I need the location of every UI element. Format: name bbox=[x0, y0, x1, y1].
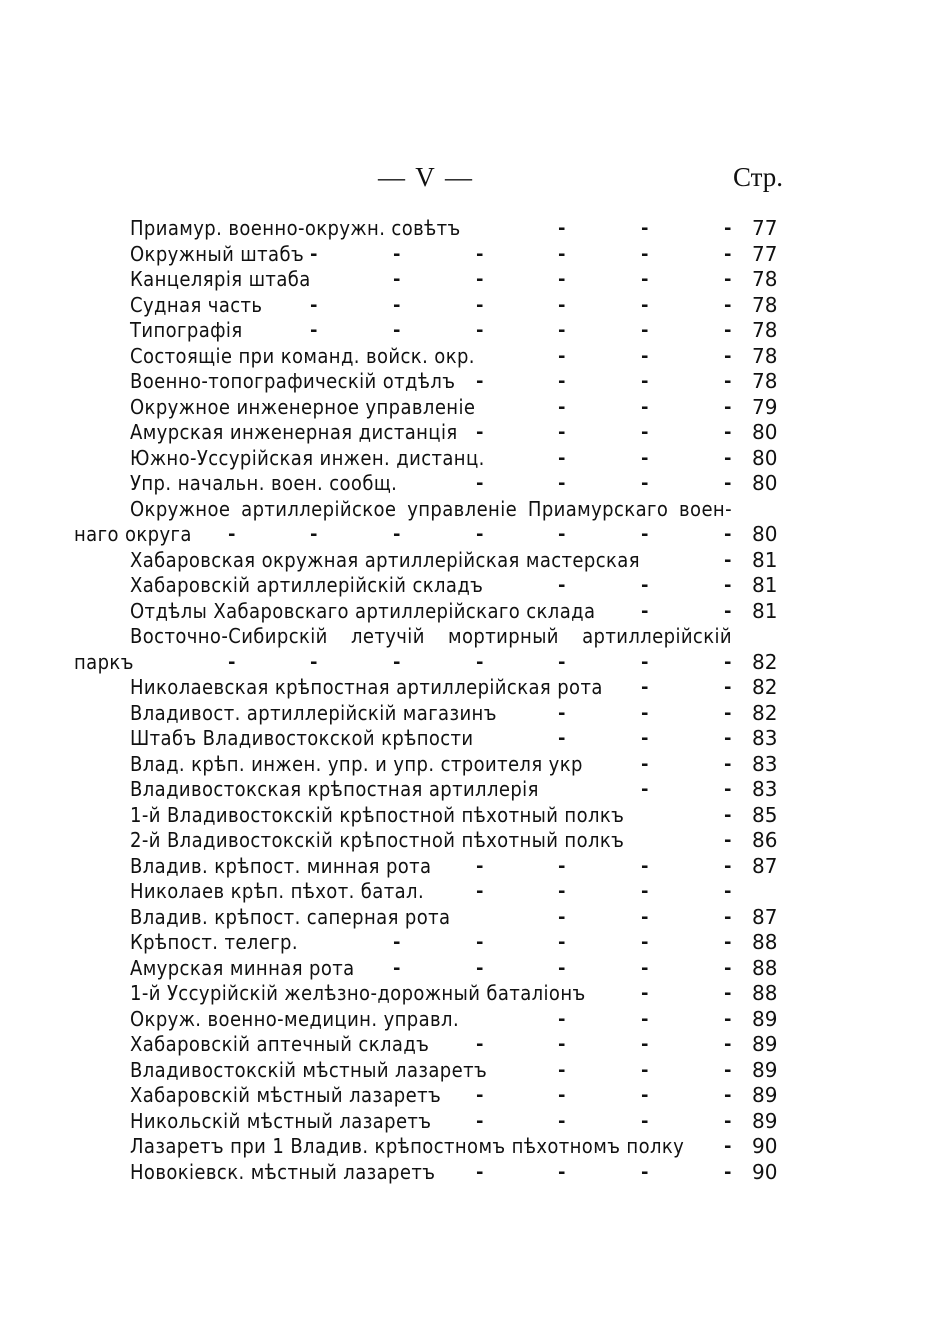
toc-entry-title: Окружное инженерное управленіе bbox=[130, 394, 476, 419]
leader-dash: - bbox=[393, 294, 401, 316]
toc-entry-title: Упр. начальн. воен. сообщ. bbox=[130, 471, 398, 495]
toc-entry-title: Судная часть bbox=[130, 292, 263, 317]
leader-dash: - bbox=[641, 906, 649, 928]
leader-dash: - bbox=[476, 371, 484, 392]
leader-dash: - bbox=[558, 881, 566, 902]
toc-entry-page: 89 bbox=[752, 1083, 778, 1107]
toc-entry-page: 83 bbox=[752, 726, 778, 750]
toc-entry-title: Окружный штабъ bbox=[130, 241, 305, 266]
leader-dash: - bbox=[724, 218, 732, 239]
leader-dash: - bbox=[641, 957, 649, 979]
leader-dash: - bbox=[641, 243, 649, 265]
leader-dash: - bbox=[558, 396, 566, 418]
toc-entry bbox=[0, 497, 936, 523]
leader-dash: - bbox=[641, 728, 649, 749]
toc-entry-page: 78 bbox=[752, 343, 778, 368]
leader-dash: - bbox=[641, 422, 649, 443]
toc-entry bbox=[0, 905, 936, 931]
leader-dash: - bbox=[641, 855, 649, 877]
leader-dash: - bbox=[724, 1110, 732, 1132]
toc-entry bbox=[0, 471, 936, 497]
leader-dash: - bbox=[310, 651, 318, 673]
leader-dash: - bbox=[476, 881, 484, 902]
leader-dash: - bbox=[724, 983, 732, 1004]
leader-dash: - bbox=[641, 932, 649, 953]
leader-dash: - bbox=[724, 830, 732, 851]
leader-dash: - bbox=[558, 1110, 566, 1132]
table-of-contents bbox=[0, 216, 936, 1185]
toc-entry bbox=[0, 267, 936, 293]
toc-entry-title: Влад. крѣп. инжен. упр. и упр. строителя укр bbox=[130, 751, 583, 776]
toc-entry-page: 80 bbox=[752, 420, 778, 444]
leader-dash: - bbox=[558, 422, 566, 443]
toc-entry bbox=[0, 420, 936, 446]
leader-dash: - bbox=[558, 575, 566, 596]
leader-dash: - bbox=[476, 932, 484, 953]
leader-dash: - bbox=[641, 473, 649, 494]
toc-entry-title: Окруж. военно-медицин. управл. bbox=[130, 1006, 460, 1031]
leader-dash: - bbox=[476, 1110, 484, 1132]
toc-entry-page: 80 bbox=[752, 445, 778, 470]
leader-dash: - bbox=[724, 881, 732, 902]
toc-entry-title: Типографія bbox=[130, 318, 243, 342]
toc-entry-page: 82 bbox=[752, 649, 778, 674]
toc-entry-title: Штабъ Владивостокской крѣпости bbox=[130, 726, 474, 750]
toc-entry-title: Хабаровскій аптечный складъ bbox=[130, 1032, 430, 1056]
leader-dash: - bbox=[641, 983, 649, 1004]
leader-dash: - bbox=[310, 294, 318, 316]
leader-dash: - bbox=[476, 294, 484, 316]
leader-dash: - bbox=[724, 906, 732, 928]
leader-dash: - bbox=[393, 269, 401, 290]
toc-entry bbox=[0, 828, 936, 854]
toc-entry bbox=[0, 369, 936, 395]
toc-entry bbox=[0, 956, 936, 982]
toc-entry bbox=[0, 216, 936, 242]
leader-dash: - bbox=[476, 1085, 484, 1106]
leader-dash: - bbox=[558, 1161, 566, 1183]
leader-dash: - bbox=[641, 651, 649, 673]
toc-entry-page: 78 bbox=[752, 267, 778, 291]
leader-dash: - bbox=[558, 447, 566, 469]
toc-entry-page: 78 bbox=[752, 292, 778, 317]
toc-entry-title: Амурская инженерная дистанція bbox=[130, 420, 458, 444]
leader-dash: - bbox=[641, 320, 649, 341]
leader-dash: - bbox=[558, 855, 566, 877]
toc-entry bbox=[0, 1007, 936, 1033]
leader-dash: - bbox=[476, 320, 484, 341]
leader-dash: - bbox=[641, 1161, 649, 1183]
toc-entry bbox=[0, 1058, 936, 1084]
toc-entry-page: 81 bbox=[752, 598, 778, 623]
toc-entry-title: Окружное артиллерійское управленіе Приамурскаго воен- bbox=[130, 496, 732, 521]
toc-entry-page: 90 bbox=[752, 1134, 778, 1158]
leader-dash: - bbox=[558, 243, 566, 265]
leader-dash: - bbox=[558, 906, 566, 928]
toc-entry-page: 90 bbox=[752, 1159, 778, 1184]
leader-dash: - bbox=[393, 957, 401, 979]
toc-entry-page: 78 bbox=[752, 318, 778, 342]
toc-entry-page: 87 bbox=[752, 853, 778, 878]
leader-dash: - bbox=[641, 447, 649, 469]
leader-dash: - bbox=[641, 218, 649, 239]
leader-dash: - bbox=[724, 524, 732, 545]
toc-entry-title: Николаевская крѣпостная артиллерійская рота bbox=[130, 675, 603, 699]
toc-entry-title: Владивост. артиллерійскій магазинъ bbox=[130, 700, 497, 725]
leader-dash: - bbox=[558, 1059, 566, 1081]
leader-dash: - bbox=[476, 269, 484, 290]
leader-dash: - bbox=[558, 473, 566, 494]
leader-dash: - bbox=[641, 677, 649, 698]
toc-entry-page: 86 bbox=[752, 828, 778, 852]
toc-entry bbox=[0, 930, 936, 956]
leader-dash: - bbox=[393, 243, 401, 265]
leader-dash: - bbox=[724, 447, 732, 469]
toc-entry-page: 80 bbox=[752, 471, 778, 495]
leader-dash: - bbox=[310, 243, 318, 265]
leader-dash: - bbox=[724, 855, 732, 877]
toc-entry bbox=[0, 242, 936, 268]
leader-dash: - bbox=[724, 422, 732, 443]
toc-entry-title: Канцелярія штаба bbox=[130, 267, 311, 291]
leader-dash: - bbox=[310, 524, 318, 545]
toc-entry-page: 89 bbox=[752, 1108, 778, 1133]
toc-entry bbox=[0, 395, 936, 421]
leader-dash: - bbox=[476, 422, 484, 443]
toc-entry-title: 2-й Владивостокскій крѣпостной пѣхотный полкъ bbox=[130, 828, 625, 852]
leader-dash: - bbox=[724, 651, 732, 673]
leader-dash: - bbox=[724, 473, 732, 494]
leader-dash: - bbox=[228, 651, 236, 673]
leader-dash: - bbox=[724, 549, 732, 571]
leader-dash: - bbox=[724, 371, 732, 392]
page-header bbox=[0, 162, 936, 202]
leader-dash: - bbox=[641, 600, 649, 622]
toc-entry bbox=[0, 854, 936, 880]
toc-entry-title: Никольскій мѣстный лазаретъ bbox=[130, 1108, 432, 1133]
leader-dash: - bbox=[641, 294, 649, 316]
toc-entry-title: Николаев крѣп. пѣхот. батал. bbox=[130, 879, 425, 903]
leader-dash: - bbox=[724, 957, 732, 979]
leader-dash: - bbox=[476, 243, 484, 265]
toc-entry-page: 81 bbox=[752, 573, 778, 597]
leader-dash: - bbox=[724, 1059, 732, 1081]
toc-entry bbox=[0, 981, 936, 1007]
leader-dash: - bbox=[641, 779, 649, 800]
leader-dash: - bbox=[641, 269, 649, 290]
toc-entry bbox=[0, 1134, 936, 1160]
toc-entry bbox=[0, 1032, 936, 1058]
leader-dash: - bbox=[724, 243, 732, 265]
leader-dash: - bbox=[558, 651, 566, 673]
toc-entry-page: 77 bbox=[752, 216, 778, 240]
toc-entry-page: 83 bbox=[752, 751, 778, 776]
leader-dash: - bbox=[724, 1008, 732, 1030]
leader-dash: - bbox=[724, 702, 732, 724]
toc-entry-title: Владивостокская крѣпостная артиллерія bbox=[130, 777, 539, 801]
leader-dash: - bbox=[558, 371, 566, 392]
leader-dash: - bbox=[724, 1034, 732, 1055]
toc-entry-page: 82 bbox=[752, 700, 778, 725]
toc-entry bbox=[0, 573, 936, 599]
leader-dash: - bbox=[558, 1034, 566, 1055]
leader-dash: - bbox=[724, 728, 732, 749]
toc-entry bbox=[0, 650, 936, 676]
leader-dash: - bbox=[724, 932, 732, 953]
leader-dash: - bbox=[558, 269, 566, 290]
leader-dash: - bbox=[641, 575, 649, 596]
leader-dash: - bbox=[228, 524, 236, 545]
toc-entry bbox=[0, 548, 936, 574]
toc-entry-page: 88 bbox=[752, 955, 778, 980]
toc-entry bbox=[0, 675, 936, 701]
toc-entry-page: 89 bbox=[752, 1006, 778, 1031]
leader-dash: - bbox=[724, 269, 732, 290]
leader-dash: - bbox=[724, 575, 732, 596]
toc-entry-title: Лазаретъ при 1 Владив. крѣпостномъ пѣхотномъ полку bbox=[130, 1134, 685, 1158]
toc-entry-title: Владив. крѣпост. саперная рота bbox=[130, 904, 451, 929]
toc-entry-page: 85 bbox=[752, 802, 778, 827]
toc-entry-title: Восточно-Сибирскій летучій мортирный артиллерійскій bbox=[130, 624, 732, 648]
leader-dash: - bbox=[558, 957, 566, 979]
leader-dash: - bbox=[641, 1034, 649, 1055]
leader-dash: - bbox=[641, 702, 649, 724]
leader-dash: - bbox=[641, 753, 649, 775]
toc-entry bbox=[0, 1083, 936, 1109]
toc-entry-title: Владивостокскій мѣстный лазаретъ bbox=[130, 1057, 488, 1082]
toc-entry-title: Южно-Уссурійская инжен. дистанц. bbox=[130, 445, 485, 470]
leader-dash: - bbox=[476, 473, 484, 494]
leader-dash: - bbox=[724, 320, 732, 341]
leader-dash: - bbox=[310, 320, 318, 341]
leader-dash: - bbox=[724, 753, 732, 775]
leader-dash: - bbox=[558, 728, 566, 749]
leader-dash: - bbox=[724, 1085, 732, 1106]
leader-dash: - bbox=[641, 524, 649, 545]
toc-entry-title: паркъ bbox=[74, 649, 134, 674]
toc-entry-page: 81 bbox=[752, 547, 778, 572]
toc-entry bbox=[0, 726, 936, 752]
toc-entry-title: Отдѣлы Хабаровскаго артиллерійскаго склада bbox=[130, 598, 596, 623]
leader-dash: - bbox=[724, 1161, 732, 1183]
toc-entry-page: 83 bbox=[752, 777, 778, 801]
toc-entry bbox=[0, 879, 936, 905]
leader-dash: - bbox=[724, 600, 732, 622]
leader-dash: - bbox=[558, 524, 566, 545]
toc-entry-page: 89 bbox=[752, 1057, 778, 1082]
leader-dash: - bbox=[558, 932, 566, 953]
leader-dash: - bbox=[641, 1008, 649, 1030]
toc-entry bbox=[0, 1109, 936, 1135]
toc-entry bbox=[0, 777, 936, 803]
toc-entry-title: Хабаровская окружная артиллерійская мастерская bbox=[130, 547, 640, 572]
toc-entry-title: Новокіевск. мѣстный лазаретъ bbox=[130, 1159, 436, 1184]
toc-entry-title: 1-й Владивостокскій крѣпостной пѣхотный полкъ bbox=[130, 802, 625, 827]
leader-dash: - bbox=[476, 1034, 484, 1055]
toc-entry-page: 79 bbox=[752, 394, 778, 419]
leader-dash: - bbox=[641, 1085, 649, 1106]
toc-entry-page: 89 bbox=[752, 1032, 778, 1056]
toc-entry-page: 82 bbox=[752, 675, 778, 699]
toc-entry bbox=[0, 1160, 936, 1186]
page-column-label: Стр. bbox=[733, 162, 784, 192]
leader-dash: - bbox=[393, 320, 401, 341]
leader-dash: - bbox=[393, 524, 401, 545]
toc-entry bbox=[0, 318, 936, 344]
toc-entry bbox=[0, 624, 936, 650]
leader-dash: - bbox=[641, 371, 649, 392]
leader-dash: - bbox=[641, 1059, 649, 1081]
toc-entry-title: Хабаровскій мѣстный лазаретъ bbox=[130, 1083, 442, 1107]
leader-dash: - bbox=[558, 1008, 566, 1030]
leader-dash: - bbox=[641, 345, 649, 367]
toc-entry-title: Состоящіе при команд. войск. окр. bbox=[130, 343, 475, 368]
leader-dash: - bbox=[724, 1136, 732, 1157]
toc-entry-title: Военно-топографическій отдѣлъ bbox=[130, 369, 456, 393]
leader-dash: - bbox=[558, 345, 566, 367]
leader-dash: - bbox=[393, 932, 401, 953]
toc-entry-title: наго округа bbox=[74, 522, 192, 546]
leader-dash: - bbox=[641, 396, 649, 418]
toc-entry-title: Хабаровскій артиллерійскій складъ bbox=[130, 573, 484, 597]
leader-dash: - bbox=[558, 320, 566, 341]
toc-entry bbox=[0, 803, 936, 829]
toc-entry-title: Владив. крѣпост. минная рота bbox=[130, 853, 432, 878]
leader-dash: - bbox=[724, 396, 732, 418]
toc-entry bbox=[0, 752, 936, 778]
leader-dash: - bbox=[724, 804, 732, 826]
toc-entry-page: 88 bbox=[752, 981, 778, 1005]
leader-dash: - bbox=[558, 218, 566, 239]
toc-entry-page: 78 bbox=[752, 369, 778, 393]
leader-dash: - bbox=[724, 294, 732, 316]
toc-entry-title: Крѣпост. телегр. bbox=[130, 930, 298, 954]
toc-entry bbox=[0, 344, 936, 370]
toc-entry bbox=[0, 701, 936, 727]
leader-dash: - bbox=[558, 702, 566, 724]
toc-entry bbox=[0, 599, 936, 625]
toc-entry bbox=[0, 293, 936, 319]
leader-dash: - bbox=[724, 779, 732, 800]
leader-dash: - bbox=[641, 881, 649, 902]
leader-dash: - bbox=[724, 677, 732, 698]
leader-dash: - bbox=[393, 651, 401, 673]
toc-entry-page: 77 bbox=[752, 241, 778, 266]
page-number: — V — bbox=[378, 162, 475, 192]
leader-dash: - bbox=[476, 651, 484, 673]
toc-entry-title: Амурская минная рота bbox=[130, 955, 355, 980]
leader-dash: - bbox=[724, 345, 732, 367]
toc-entry-page: 87 bbox=[752, 904, 778, 929]
leader-dash: - bbox=[558, 1085, 566, 1106]
leader-dash: - bbox=[558, 294, 566, 316]
leader-dash: - bbox=[476, 1161, 484, 1183]
toc-entry bbox=[0, 522, 936, 548]
toc-entry bbox=[0, 446, 936, 472]
toc-entry-title: Приамур. военно-окружн. совѣтъ bbox=[130, 216, 461, 240]
toc-entry-title: 1-й Уссурійскій желѣзно-дорожный баталіонъ bbox=[130, 981, 586, 1005]
toc-entry-page: 88 bbox=[752, 930, 778, 954]
leader-dash: - bbox=[476, 524, 484, 545]
leader-dash: - bbox=[476, 855, 484, 877]
leader-dash: - bbox=[476, 957, 484, 979]
toc-entry-page: 80 bbox=[752, 522, 778, 546]
leader-dash: - bbox=[641, 1110, 649, 1132]
